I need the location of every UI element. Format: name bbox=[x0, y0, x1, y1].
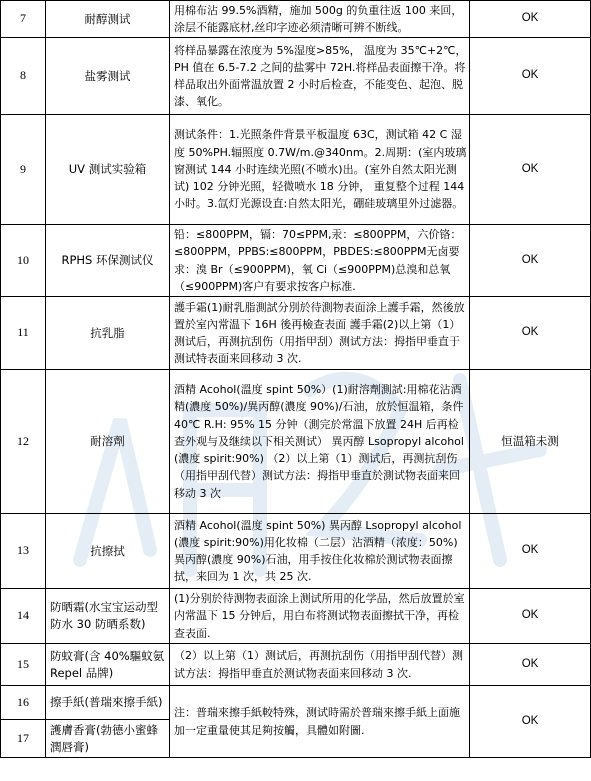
table-row bbox=[1, 644, 591, 686]
test-result: OK bbox=[470, 514, 591, 589]
test-result: OK bbox=[470, 686, 591, 758]
test-method: (1)分别於待测物表面涂上测试所用的化学品，然后放置於室内常温下 15 分钟后，用白布将测试物表面擦拭干净，再检查表面. bbox=[170, 589, 470, 644]
test-method: （2）以上第（1）测试后，再测抗刮伤（用指甲刮代替）测试方法：拇指甲垂直於测试物表面来回移动 3 次. bbox=[170, 644, 470, 686]
table-row bbox=[1, 115, 591, 225]
test-method: 注：普瑞來擦手紙較特殊，测试時需於普瑞來擦手紙上面施加一定重量使其足夠按觸，具體如附圖. bbox=[170, 686, 470, 758]
table-row bbox=[1, 514, 591, 589]
table-row bbox=[1, 589, 591, 644]
row-number: 10 bbox=[1, 225, 46, 297]
table-row bbox=[1, 225, 591, 297]
row-number: 13 bbox=[1, 514, 46, 589]
row-number: 11 bbox=[1, 297, 46, 370]
test-item: RPHS 环保测试仪 bbox=[46, 225, 170, 297]
test-item: 耐醇测试 bbox=[46, 1, 170, 38]
test-method: 護手霜(1)耐乳脂測試分別於待測物表面涂上護手霜，然後放置於室內常温下 16H 後再檢查表面 護手霜(2)以上第（1）测试后，再测抗刮伤（用指甲刮）测试方法：拇指甲垂直于测试特表面来回移动 3 次. bbox=[170, 297, 470, 370]
test-result: OK bbox=[470, 297, 591, 370]
test-item: 護膚香膏(勃德小蜜蜂潤唇膏) bbox=[46, 720, 170, 758]
test-item: 抗擦拭 bbox=[46, 514, 170, 589]
test-method: 将样品暴露在浓度为 5%湿度>85%， 温度为 35℃+2℃，PH 值在 6.5-7.2 之间的盐雾中 72H.将样品表面擦干净。将样品取出外面常温放置 2 小时后检查，不能变色、起泡、脱漆、氧化。 bbox=[170, 38, 470, 115]
table-row bbox=[1, 38, 591, 115]
table-row bbox=[1, 297, 591, 370]
test-method: 酒精 Acohol(溫度 spint 50%）(1)耐溶劑測試:用棉花沾酒精(濃度 50%)/異丙醇(濃度 90%)/石油，放於恒温箱，条件 40℃ R.H: 95% 15 分钟（測完於常溫下放置 24H 后再检查外观与及继续以下相关测试） 異丙醇 Lsopropyl alcohol(濃度 spirit:90%) （2）以上第（1）测试后，再测抗刮伤（用指甲刮代替）测试方法：拇指甲垂直於測试物表面来回移动 3 次 bbox=[170, 370, 470, 514]
test-result: OK bbox=[470, 38, 591, 115]
test-result: OK bbox=[470, 589, 591, 644]
test-result: OK bbox=[470, 1, 591, 38]
test-result: OK bbox=[470, 115, 591, 225]
test-method: 铅：≤800PPM，镉：70≤PPM,汞：≤800PPM，六价铬：≤800PPM，PPBS:≤800PPM，PBDES:≤800PPM无卤要求：溴 Br（≤900PPM)，氧 Ci（≤900PPM)总溴和总氧（≤900PPM)客户有要求按客户标准. bbox=[170, 225, 470, 297]
test-item: 耐溶劑 bbox=[46, 370, 170, 514]
row-number: 16 bbox=[1, 686, 46, 720]
row-number: 15 bbox=[1, 644, 46, 686]
test-result: OK bbox=[470, 225, 591, 297]
row-number: 8 bbox=[1, 38, 46, 115]
test-result: OK bbox=[470, 644, 591, 686]
row-number: 17 bbox=[1, 720, 46, 758]
row-number: 14 bbox=[1, 589, 46, 644]
test-item: 防晒霜(水宝宝运动型防水 30 防晒系数) bbox=[46, 589, 170, 644]
test-item: 盐雾测试 bbox=[46, 38, 170, 115]
row-number: 9 bbox=[1, 115, 46, 225]
test-item: 防蚊膏(含 40%驅蚊氨 Repel 品牌) bbox=[46, 644, 170, 686]
table-row bbox=[1, 686, 591, 720]
test-item: 擦手紙(普瑞來擦手紙) bbox=[46, 686, 170, 720]
test-method: 酒精 Acohol(溫度 spint 50%) 異丙醇 Lsopropyl alcohol(濃度 spirit:90%)用化妆棉（二层）沾酒精（浓度：50%)異丙醇(濃度 90%)石油，用手按住化妆棉於测试物表面擦拭，来回为 1 次，共 25 次. bbox=[170, 514, 470, 589]
test-item: UV 测试实验箱 bbox=[46, 115, 170, 225]
table-row bbox=[1, 370, 591, 514]
row-number: 7 bbox=[1, 1, 46, 38]
table-row bbox=[1, 1, 591, 38]
test-item: 抗乳脂 bbox=[46, 297, 170, 370]
test-method: 测试条件：1.光照条件背景平板温度 63C，测试箱 42 C 湿度 50%PH.辐照度 0.7W/m.@340nm。2.周期：(室内玻璃窗测试 144 小时连续光照(不喷水)出。(室外自然太阳光测试) 102 分钟光照，轻微喷水 18 分钟， 重复整个过程 144 小时。3.氙灯光源设直:自然太阳光，硼硅玻璃里外过滤器。 bbox=[170, 115, 470, 225]
row-number: 12 bbox=[1, 370, 46, 514]
test-result: 恒温箱未测 bbox=[470, 370, 591, 514]
test-method: 用棉布沾 99.5%酒精，施加 500g 的负重往返 100 来回，涂层不能露底材,丝印字迹必须清晰可辨不断线。 bbox=[170, 1, 470, 38]
